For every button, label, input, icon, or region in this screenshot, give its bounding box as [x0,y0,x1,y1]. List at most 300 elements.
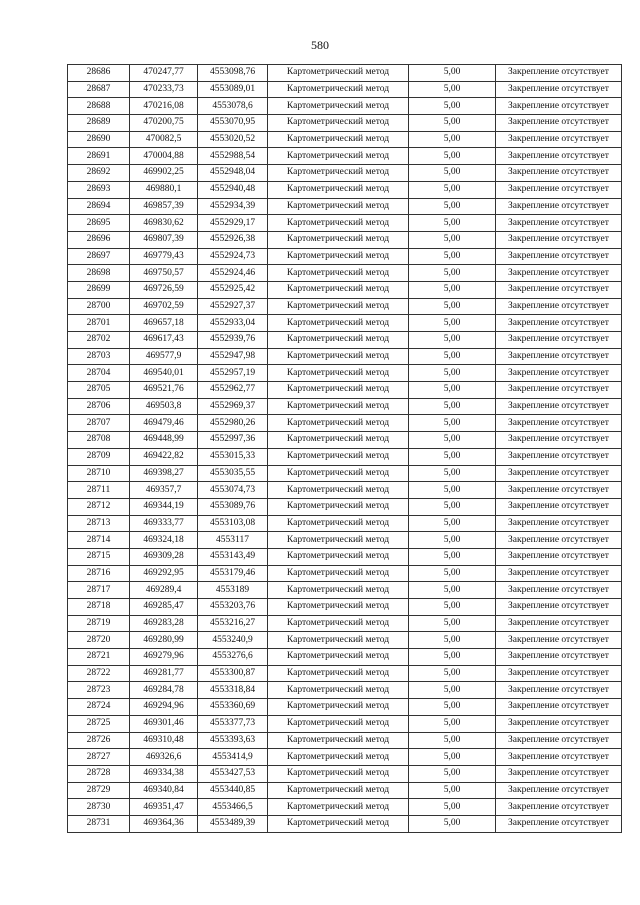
accuracy-cell: 5,00 [409,565,496,582]
method-cell: Картометрический метод [268,65,409,82]
y-coordinate-cell: 4553089,76 [198,498,268,515]
table-row [68,332,622,349]
y-coordinate-cell: 4553020,52 [198,131,268,148]
x-coordinate-cell: 469294,96 [130,699,198,716]
table-row [68,265,622,282]
point-number-cell: 28711 [68,482,130,499]
method-cell: Картометрический метод [268,148,409,165]
table-row [68,482,622,499]
x-coordinate-cell: 469726,59 [130,281,198,298]
fixing-description-cell: Закрепление отсутствует [496,699,622,716]
accuracy-cell: 5,00 [409,715,496,732]
method-cell: Картометрический метод [268,248,409,265]
point-number-cell: 28690 [68,131,130,148]
method-cell: Картометрический метод [268,465,409,482]
accuracy-cell: 5,00 [409,65,496,82]
table-row [68,565,622,582]
x-coordinate-cell: 470233,73 [130,81,198,98]
accuracy-cell: 5,00 [409,148,496,165]
x-coordinate-cell: 469364,36 [130,815,198,832]
y-coordinate-cell: 4552926,38 [198,231,268,248]
y-coordinate-cell: 4553427,53 [198,765,268,782]
y-coordinate-cell: 4553377,73 [198,715,268,732]
y-coordinate-cell: 4553070,95 [198,115,268,132]
accuracy-cell: 5,00 [409,498,496,515]
table-row [68,148,622,165]
accuracy-cell: 5,00 [409,799,496,816]
method-cell: Картометрический метод [268,432,409,449]
point-number-cell: 28704 [68,365,130,382]
fixing-description-cell: Закрепление отсутствует [496,248,622,265]
x-coordinate-cell: 469448,99 [130,432,198,449]
method-cell: Картометрический метод [268,215,409,232]
method-cell: Картометрический метод [268,532,409,549]
x-coordinate-cell: 469807,39 [130,231,198,248]
x-coordinate-cell: 469283,28 [130,615,198,632]
table-row [68,198,622,215]
page-number: 580 [311,38,329,52]
method-cell: Картометрический метод [268,699,409,716]
x-coordinate-cell: 469357,7 [130,482,198,499]
fixing-description-cell: Закрепление отсутствует [496,515,622,532]
x-coordinate-cell: 469344,19 [130,498,198,515]
y-coordinate-cell: 4552969,37 [198,398,268,415]
point-number-cell: 28721 [68,649,130,666]
accuracy-cell: 5,00 [409,548,496,565]
x-coordinate-cell: 469340,84 [130,782,198,799]
y-coordinate-cell: 4553216,27 [198,615,268,632]
fixing-description-cell: Закрепление отсутствует [496,231,622,248]
y-coordinate-cell: 4552939,76 [198,332,268,349]
method-cell: Картометрический метод [268,599,409,616]
method-cell: Картометрический метод [268,115,409,132]
fixing-description-cell: Закрепление отсутствует [496,181,622,198]
x-coordinate-cell: 470004,88 [130,148,198,165]
table-row [68,348,622,365]
x-coordinate-cell: 469830,62 [130,215,198,232]
point-number-cell: 28731 [68,815,130,832]
table-row [68,398,622,415]
point-number-cell: 28694 [68,198,130,215]
table-row [68,115,622,132]
method-cell: Картометрический метод [268,815,409,832]
point-number-cell: 28696 [68,231,130,248]
table-row [68,682,622,699]
point-number-cell: 28686 [68,65,130,82]
accuracy-cell: 5,00 [409,348,496,365]
table-row [68,599,622,616]
method-cell: Картометрический метод [268,315,409,332]
y-coordinate-cell: 4553179,46 [198,565,268,582]
accuracy-cell: 5,00 [409,131,496,148]
table-row [68,382,622,399]
x-coordinate-cell: 469857,39 [130,198,198,215]
table-row [68,532,622,549]
y-coordinate-cell: 4553074,73 [198,482,268,499]
table-row [68,231,622,248]
point-number-cell: 28713 [68,515,130,532]
point-number-cell: 28698 [68,265,130,282]
accuracy-cell: 5,00 [409,699,496,716]
x-coordinate-cell: 469880,1 [130,181,198,198]
table-row [68,498,622,515]
point-number-cell: 28712 [68,498,130,515]
point-number-cell: 28707 [68,415,130,432]
table-row [68,248,622,265]
point-number-cell: 28709 [68,448,130,465]
x-coordinate-cell: 470216,08 [130,98,198,115]
point-number-cell: 28717 [68,582,130,599]
table-row [68,699,622,716]
fixing-description-cell: Закрепление отсутствует [496,348,622,365]
y-coordinate-cell: 4553489,39 [198,815,268,832]
table-row [68,415,622,432]
fixing-description-cell: Закрепление отсутствует [496,782,622,799]
method-cell: Картометрический метод [268,231,409,248]
accuracy-cell: 5,00 [409,365,496,382]
table-row [68,732,622,749]
x-coordinate-cell: 469503,8 [130,398,198,415]
accuracy-cell: 5,00 [409,432,496,449]
table-row [68,165,622,182]
table-row [68,649,622,666]
x-coordinate-cell: 469351,47 [130,799,198,816]
fixing-description-cell: Закрепление отсутствует [496,165,622,182]
fixing-description-cell: Закрепление отсутствует [496,298,622,315]
y-coordinate-cell: 4553360,69 [198,699,268,716]
fixing-description-cell: Закрепление отсутствует [496,398,622,415]
table-row [68,548,622,565]
fixing-description-cell: Закрепление отсутствует [496,332,622,349]
accuracy-cell: 5,00 [409,465,496,482]
point-number-cell: 28691 [68,148,130,165]
fixing-description-cell: Закрепление отсутствует [496,115,622,132]
accuracy-cell: 5,00 [409,198,496,215]
x-coordinate-cell: 469657,18 [130,315,198,332]
point-number-cell: 28720 [68,632,130,649]
x-coordinate-cell: 469301,46 [130,715,198,732]
fixing-description-cell: Закрепление отсутствует [496,732,622,749]
y-coordinate-cell: 4552933,04 [198,315,268,332]
x-coordinate-cell: 469280,99 [130,632,198,649]
x-coordinate-cell: 469779,43 [130,248,198,265]
method-cell: Картометрический метод [268,782,409,799]
y-coordinate-cell: 4553440,85 [198,782,268,799]
fixing-description-cell: Закрепление отсутствует [496,565,622,582]
point-number-cell: 28708 [68,432,130,449]
fixing-description-cell: Закрепление отсутствует [496,465,622,482]
accuracy-cell: 5,00 [409,599,496,616]
y-coordinate-cell: 4553143,49 [198,548,268,565]
method-cell: Картометрический метод [268,515,409,532]
fixing-description-cell: Закрепление отсутствует [496,432,622,449]
fixing-description-cell: Закрепление отсутствует [496,148,622,165]
point-number-cell: 28705 [68,382,130,399]
fixing-description-cell: Закрепление отсутствует [496,599,622,616]
point-number-cell: 28724 [68,699,130,716]
accuracy-cell: 5,00 [409,332,496,349]
accuracy-cell: 5,00 [409,615,496,632]
point-number-cell: 28689 [68,115,130,132]
fixing-description-cell: Закрепление отсутствует [496,131,622,148]
accuracy-cell: 5,00 [409,448,496,465]
method-cell: Картометрический метод [268,482,409,499]
x-coordinate-cell: 469333,77 [130,515,198,532]
method-cell: Картометрический метод [268,565,409,582]
fixing-description-cell: Закрепление отсутствует [496,498,622,515]
table-row [68,298,622,315]
point-number-cell: 28701 [68,315,130,332]
x-coordinate-cell: 469326,6 [130,749,198,766]
method-cell: Картометрический метод [268,649,409,666]
method-cell: Картометрический метод [268,415,409,432]
table-row [68,65,622,82]
point-number-cell: 28702 [68,332,130,349]
table-row [68,315,622,332]
table-row [68,281,622,298]
accuracy-cell: 5,00 [409,782,496,799]
method-cell: Картометрический метод [268,498,409,515]
x-coordinate-cell: 469540,01 [130,365,198,382]
method-cell: Картометрический метод [268,198,409,215]
table-row [68,465,622,482]
table-row [68,749,622,766]
y-coordinate-cell: 4552934,39 [198,198,268,215]
fixing-description-cell: Закрепление отсутствует [496,682,622,699]
x-coordinate-cell: 469281,77 [130,665,198,682]
y-coordinate-cell: 4552924,46 [198,265,268,282]
point-number-cell: 28692 [68,165,130,182]
y-coordinate-cell: 4552925,42 [198,281,268,298]
y-coordinate-cell: 4553466,5 [198,799,268,816]
x-coordinate-cell: 469309,28 [130,548,198,565]
table-row [68,365,622,382]
accuracy-cell: 5,00 [409,415,496,432]
accuracy-cell: 5,00 [409,582,496,599]
x-coordinate-cell: 469422,82 [130,448,198,465]
table-row [68,432,622,449]
y-coordinate-cell: 4553240,9 [198,632,268,649]
method-cell: Картометрический метод [268,81,409,98]
fixing-description-cell: Закрепление отсутствует [496,65,622,82]
point-number-cell: 28697 [68,248,130,265]
x-coordinate-cell: 469324,18 [130,532,198,549]
table-body [68,65,622,833]
y-coordinate-cell: 4553318,84 [198,682,268,699]
point-number-cell: 28722 [68,665,130,682]
x-coordinate-cell: 469289,4 [130,582,198,599]
table-row [68,715,622,732]
method-cell: Картометрический метод [268,348,409,365]
fixing-description-cell: Закрепление отсутствует [496,665,622,682]
point-number-cell: 28706 [68,398,130,415]
table-row [68,665,622,682]
accuracy-cell: 5,00 [409,765,496,782]
method-cell: Картометрический метод [268,582,409,599]
y-coordinate-cell: 4553203,76 [198,599,268,616]
table-row [68,448,622,465]
x-coordinate-cell: 469284,78 [130,682,198,699]
accuracy-cell: 5,00 [409,732,496,749]
accuracy-cell: 5,00 [409,682,496,699]
accuracy-cell: 5,00 [409,115,496,132]
x-coordinate-cell: 469285,47 [130,599,198,616]
accuracy-cell: 5,00 [409,248,496,265]
fixing-description-cell: Закрепление отсутствует [496,215,622,232]
x-coordinate-cell: 469310,48 [130,732,198,749]
y-coordinate-cell: 4552980,26 [198,415,268,432]
method-cell: Картометрический метод [268,799,409,816]
y-coordinate-cell: 4553300,87 [198,665,268,682]
point-number-cell: 28687 [68,81,130,98]
method-cell: Картометрический метод [268,165,409,182]
x-coordinate-cell: 469617,43 [130,332,198,349]
point-number-cell: 28718 [68,599,130,616]
x-coordinate-cell: 469902,25 [130,165,198,182]
accuracy-cell: 5,00 [409,181,496,198]
point-number-cell: 28715 [68,548,130,565]
method-cell: Картометрический метод [268,298,409,315]
x-coordinate-cell: 469279,96 [130,649,198,666]
method-cell: Картометрический метод [268,98,409,115]
point-number-cell: 28703 [68,348,130,365]
accuracy-cell: 5,00 [409,315,496,332]
y-coordinate-cell: 4552947,98 [198,348,268,365]
point-number-cell: 28725 [68,715,130,732]
accuracy-cell: 5,00 [409,298,496,315]
table-row [68,799,622,816]
accuracy-cell: 5,00 [409,749,496,766]
x-coordinate-cell: 470200,75 [130,115,198,132]
y-coordinate-cell: 4553035,55 [198,465,268,482]
point-number-cell: 28700 [68,298,130,315]
table-row [68,815,622,832]
fixing-description-cell: Закрепление отсутствует [496,615,622,632]
accuracy-cell: 5,00 [409,265,496,282]
y-coordinate-cell: 4552940,48 [198,181,268,198]
method-cell: Картометрический метод [268,265,409,282]
accuracy-cell: 5,00 [409,649,496,666]
y-coordinate-cell: 4553393,63 [198,732,268,749]
fixing-description-cell: Закрепление отсутствует [496,98,622,115]
point-number-cell: 28727 [68,749,130,766]
fixing-description-cell: Закрепление отсутствует [496,365,622,382]
point-number-cell: 28729 [68,782,130,799]
method-cell: Картометрический метод [268,615,409,632]
y-coordinate-cell: 4553098,76 [198,65,268,82]
fixing-description-cell: Закрепление отсутствует [496,649,622,666]
fixing-description-cell: Закрепление отсутствует [496,749,622,766]
method-cell: Картометрический метод [268,281,409,298]
accuracy-cell: 5,00 [409,398,496,415]
method-cell: Картометрический метод [268,548,409,565]
accuracy-cell: 5,00 [409,665,496,682]
fixing-description-cell: Закрепление отсутствует [496,765,622,782]
x-coordinate-cell: 469750,57 [130,265,198,282]
y-coordinate-cell: 4553089,01 [198,81,268,98]
fixing-description-cell: Закрепление отсутствует [496,632,622,649]
table-row [68,215,622,232]
fixing-description-cell: Закрепление отсутствует [496,799,622,816]
method-cell: Картометрический метод [268,365,409,382]
x-coordinate-cell: 469334,38 [130,765,198,782]
point-number-cell: 28723 [68,682,130,699]
y-coordinate-cell: 4552988,54 [198,148,268,165]
accuracy-cell: 5,00 [409,231,496,248]
x-coordinate-cell: 469398,27 [130,465,198,482]
y-coordinate-cell: 4553117 [198,532,268,549]
fixing-description-cell: Закрепление отсутствует [496,482,622,499]
y-coordinate-cell: 4552929,17 [198,215,268,232]
point-number-cell: 28726 [68,732,130,749]
accuracy-cell: 5,00 [409,215,496,232]
y-coordinate-cell: 4552962,77 [198,382,268,399]
table-row [68,765,622,782]
method-cell: Картометрический метод [268,332,409,349]
table-row [68,515,622,532]
method-cell: Картометрический метод [268,398,409,415]
method-cell: Картометрический метод [268,715,409,732]
point-number-cell: 28688 [68,98,130,115]
fixing-description-cell: Закрепление отсутствует [496,448,622,465]
method-cell: Картометрический метод [268,181,409,198]
fixing-description-cell: Закрепление отсутствует [496,415,622,432]
accuracy-cell: 5,00 [409,815,496,832]
method-cell: Картометрический метод [268,665,409,682]
method-cell: Картометрический метод [268,682,409,699]
point-number-cell: 28716 [68,565,130,582]
x-coordinate-cell: 470082,5 [130,131,198,148]
method-cell: Картометрический метод [268,382,409,399]
x-coordinate-cell: 469521,76 [130,382,198,399]
fixing-description-cell: Закрепление отсутствует [496,265,622,282]
table-row [68,81,622,98]
fixing-description-cell: Закрепление отсутствует [496,382,622,399]
accuracy-cell: 5,00 [409,98,496,115]
y-coordinate-cell: 4552997,36 [198,432,268,449]
y-coordinate-cell: 4553078,6 [198,98,268,115]
fixing-description-cell: Закрепление отсутствует [496,198,622,215]
method-cell: Картометрический метод [268,765,409,782]
method-cell: Картометрический метод [268,131,409,148]
accuracy-cell: 5,00 [409,81,496,98]
method-cell: Картометрический метод [268,448,409,465]
fixing-description-cell: Закрепление отсутствует [496,81,622,98]
fixing-description-cell: Закрепление отсутствует [496,315,622,332]
accuracy-cell: 5,00 [409,515,496,532]
coordinates-table [67,64,622,833]
accuracy-cell: 5,00 [409,281,496,298]
fixing-description-cell: Закрепление отсутствует [496,548,622,565]
accuracy-cell: 5,00 [409,482,496,499]
x-coordinate-cell: 470247,77 [130,65,198,82]
method-cell: Картометрический метод [268,749,409,766]
point-number-cell: 28699 [68,281,130,298]
point-number-cell: 28730 [68,799,130,816]
method-cell: Картометрический метод [268,632,409,649]
y-coordinate-cell: 4552924,73 [198,248,268,265]
table-row [68,782,622,799]
accuracy-cell: 5,00 [409,165,496,182]
table-row [68,98,622,115]
y-coordinate-cell: 4553189 [198,582,268,599]
accuracy-cell: 5,00 [409,632,496,649]
fixing-description-cell: Закрепление отсутствует [496,532,622,549]
table-row [68,181,622,198]
y-coordinate-cell: 4552948,04 [198,165,268,182]
x-coordinate-cell: 469292,95 [130,565,198,582]
y-coordinate-cell: 4552927,37 [198,298,268,315]
